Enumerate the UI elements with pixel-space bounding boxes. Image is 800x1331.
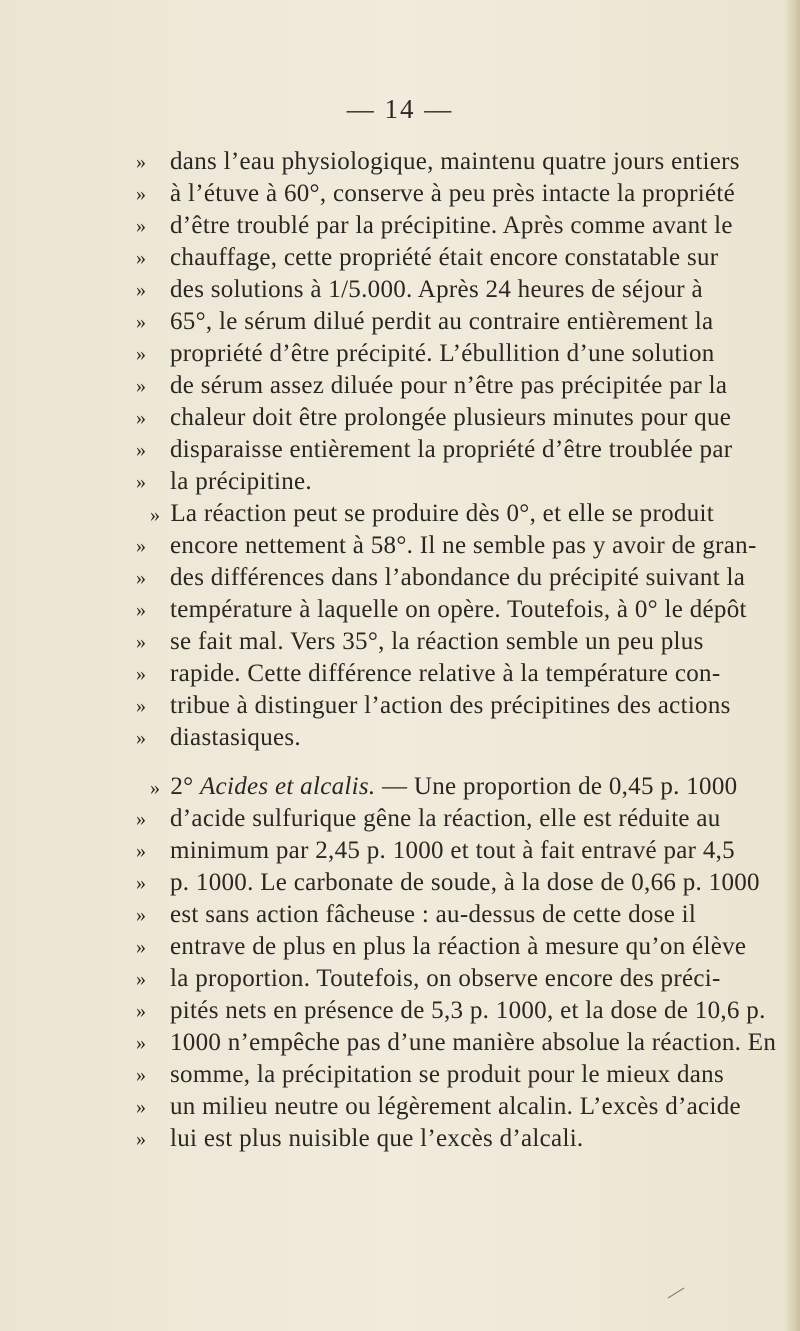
text-line: » encore nettement à 58°. Il ne semble pas y avoir de gran- [0, 529, 800, 563]
text-line: » dans l’eau physiologique, maintenu quatre jours entiers [0, 145, 800, 179]
quote-mark: » [136, 1128, 147, 1150]
quote-mark: » [136, 183, 147, 205]
quote-mark: » [136, 631, 147, 653]
quote-mark: » [136, 535, 147, 557]
text-line: » pités nets en présence de 5,3 p. 1000, et la dose de 10,6 p. [0, 994, 800, 1028]
quote-mark: » [136, 375, 147, 397]
text-line: » propriété d’être précipité. L’ébullition d’une solution [0, 337, 800, 371]
quote-mark: » [136, 1000, 147, 1022]
text-line: » la précipitine. [0, 465, 800, 499]
text-line: » à l’étuve à 60°, conserve à peu près intacte la propriété [0, 177, 800, 211]
quote-mark: » [150, 504, 161, 526]
text-line: » minimum par 2,45 p. 1000 et tout à fait entravé par 4,5 [0, 834, 800, 868]
quote-mark: » [136, 904, 147, 926]
text-line: » rapide. Cette différence relative à la température con- [0, 657, 800, 691]
quote-mark: » [136, 279, 147, 301]
quote-mark: » [136, 1032, 147, 1054]
text-line: » un milieu neutre ou légèrement alcalin. L’excès d’acide [0, 1090, 800, 1124]
quote-mark: » [136, 343, 147, 365]
quote-mark: » [136, 151, 147, 173]
quote-mark: » [136, 599, 147, 621]
text-line: » 65°, le sérum dilué perdit au contraire entièrement la [0, 305, 800, 339]
section-heading: Acides et alcalis. [199, 773, 376, 800]
text-line: » somme, la précipitation se produit pour le mieux dans [0, 1058, 800, 1092]
text-line: » diastasiques. [0, 721, 800, 755]
pencil-mark [666, 1286, 686, 1300]
text-line: » disparaisse entièrement la propriété d’être troublée par [0, 433, 800, 467]
quote-mark: » [136, 727, 147, 749]
quote-mark: » [136, 471, 147, 493]
quote-mark: » [136, 1064, 147, 1086]
text-line: » d’être troublé par la précipitine. Après comme avant le [0, 209, 800, 243]
quote-mark: » [136, 311, 147, 333]
quote-mark: » [136, 567, 147, 589]
text-line: » p. 1000. Le carbonate de soude, à la dose de 0,66 p. 1000 [0, 866, 800, 900]
page-number: — 14 — [346, 94, 454, 124]
text-line: » 2° Acides et alcalis. — Une proportion de 0,45 p. 1000 [150, 773, 738, 800]
text-line: » des différences dans l’abondance du précipité suivant la [0, 561, 800, 595]
text-line: » d’acide sulfurique gêne la réaction, elle est réduite au [0, 802, 800, 836]
text-line: » est sans action fâcheuse : au-dessus de cette dose il [0, 898, 800, 932]
quote-mark: » [136, 663, 147, 685]
text-line: » tribue à distinguer l’action des précipitines des actions [0, 689, 800, 723]
text-line: » température à laquelle on opère. Toutefois, à 0° le dépôt [0, 593, 800, 627]
quote-mark: » [136, 439, 147, 461]
text-line: » la proportion. Toutefois, on observe encore des préci- [0, 962, 800, 996]
text-line: » entrave de plus en plus la réaction à mesure qu’on élève [0, 930, 800, 964]
quote-mark: » [136, 247, 147, 269]
text-line: » chauffage, cette propriété était encore constatable sur [0, 241, 800, 275]
quote-mark: » [136, 1096, 147, 1118]
text-line: » se fait mal. Vers 35°, la réaction semble un peu plus [0, 625, 800, 659]
quote-mark: » [136, 407, 147, 429]
quote-mark: » [136, 808, 147, 830]
text-line: » lui est plus nuisible que l’excès d’alcali. [0, 1122, 800, 1156]
text-line: » de sérum assez diluée pour n’être pas précipitée par la [0, 369, 800, 403]
quote-mark: » [136, 840, 147, 862]
quote-mark: » [136, 872, 147, 894]
text-line: » chaleur doit être prolongée plusieurs minutes pour que [0, 401, 800, 435]
quote-mark: » [150, 777, 161, 799]
quote-mark: » [136, 215, 147, 237]
section-number: 2° [170, 773, 194, 800]
quote-mark: » [136, 968, 147, 990]
text-line: » La réaction peut se produire dès 0°, et elle se produit [150, 500, 714, 527]
text-line: » 1000 n’empêche pas d’une manière absolue la réaction. En [0, 1026, 800, 1060]
quote-mark: » [136, 695, 147, 717]
quote-mark: » [136, 936, 147, 958]
text-line: » des solutions à 1/5.000. Après 24 heures de séjour à [0, 273, 800, 307]
